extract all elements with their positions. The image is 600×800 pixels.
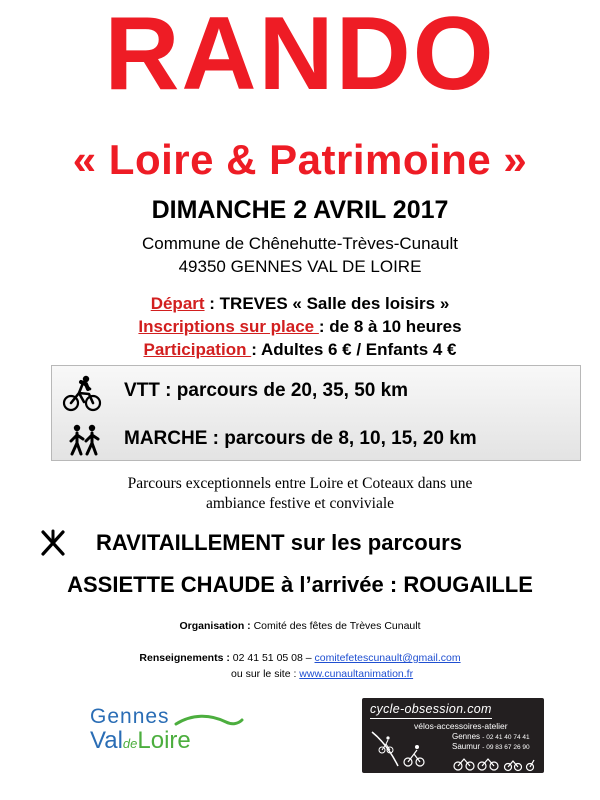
description xyxy=(0,474,600,514)
wave-icon xyxy=(174,712,244,728)
inscriptions-label: Inscriptions sur place xyxy=(138,317,319,336)
gennes-logo-loire: Loire xyxy=(137,727,191,754)
gennes-logo-val: Val xyxy=(90,727,123,754)
gennes-logo-de: de xyxy=(122,736,138,751)
activity-vtt-name: VTT xyxy=(124,380,160,401)
participation-value: : Adultes 6 € / Enfants 4 € xyxy=(251,340,457,359)
postal-line: 49350 GENNES VAL DE LOIRE xyxy=(178,257,422,276)
ravitaillement-row xyxy=(0,523,600,563)
page-title: RANDO xyxy=(104,0,496,112)
gennes-logo-line-1: Gennes xyxy=(90,705,170,728)
cycle-obsession-logo xyxy=(362,698,544,773)
website-link[interactable]: www.cunaultanimation.fr xyxy=(299,668,414,680)
cycle-logo-phone-1: - 02 41 40 74 41 xyxy=(482,734,530,741)
organisation-value: Comité des fêtes de Trèves Cunault xyxy=(250,620,421,632)
activities-box xyxy=(51,365,581,461)
cycle-logo-address-2 xyxy=(452,742,530,753)
organisation-line xyxy=(0,619,600,633)
assiette-part-2: à l’arrivée xyxy=(274,572,390,597)
gennes-val-de-loire-logo xyxy=(88,705,248,760)
activity-vtt-text: : parcours de 20, 35, 50 km xyxy=(159,380,409,401)
gennes-logo-line-2 xyxy=(90,727,191,758)
ravitaillement-bold: RAVITAILLEMENT xyxy=(96,530,285,555)
walkers-icon xyxy=(68,424,102,456)
event-subtitle: « Loire & Patrimoine » xyxy=(72,136,528,183)
renseignements-label: Renseignements : xyxy=(139,652,230,664)
description-line-1: Parcours exceptionnels entre Loire et Coteaux dans une xyxy=(127,475,473,492)
site-prefix: ou sur le site : xyxy=(231,668,300,680)
assiette-line xyxy=(0,571,600,599)
activity-marche xyxy=(124,427,477,451)
cycle-logo-tagline: vélos-accessoires-atelier xyxy=(414,721,508,731)
email-link[interactable]: comitefetescunault@gmail.com xyxy=(314,652,461,664)
inscriptions-info xyxy=(0,316,600,338)
bike-silhouettes-icon xyxy=(452,754,540,772)
assiette-part-1: ASSIETTE CHAUDE xyxy=(67,572,275,597)
commune-line: Commune de Chênehutte-Trèves-Cunault xyxy=(142,234,458,253)
cyclist-silhouettes-icon xyxy=(368,720,448,770)
renseignements-line xyxy=(0,651,600,665)
organisation-label: Organisation : xyxy=(179,620,251,632)
ravitaillement-text xyxy=(96,529,462,557)
inscriptions-value: : de 8 à 10 heures xyxy=(318,317,462,336)
depart-label: Départ xyxy=(150,294,205,313)
cycle-logo-phone-2: - 09 83 67 26 90 xyxy=(482,744,530,751)
cycle-logo-city-1: Gennes xyxy=(452,732,481,741)
activity-vtt xyxy=(124,379,408,403)
renseignements-phone: 02 41 51 05 08 – xyxy=(229,652,315,664)
ravitaillement-rest: sur les parcours xyxy=(284,530,462,555)
activity-marche-text: : parcours de 8, 10, 15, 20 km xyxy=(207,428,477,449)
site-line xyxy=(231,667,413,681)
depart-value: : TREVES « Salle des loisirs » xyxy=(204,294,450,313)
depart-info xyxy=(0,293,600,315)
event-date: DIMANCHE 2 AVRIL 2017 xyxy=(151,196,449,224)
cyclist-icon xyxy=(62,374,102,412)
activity-marche-name: MARCHE xyxy=(124,428,208,449)
description-line-2: ambiance festive et conviviale xyxy=(205,495,395,512)
fork-knife-icon xyxy=(40,529,66,557)
cycle-logo-city-2: Saumur xyxy=(452,742,481,751)
participation-info xyxy=(0,339,600,361)
cycle-logo-brand: cycle-obsession.com xyxy=(370,702,492,719)
participation-label: Participation xyxy=(143,340,252,359)
assiette-part-3: : ROUGAILLE xyxy=(389,572,533,597)
